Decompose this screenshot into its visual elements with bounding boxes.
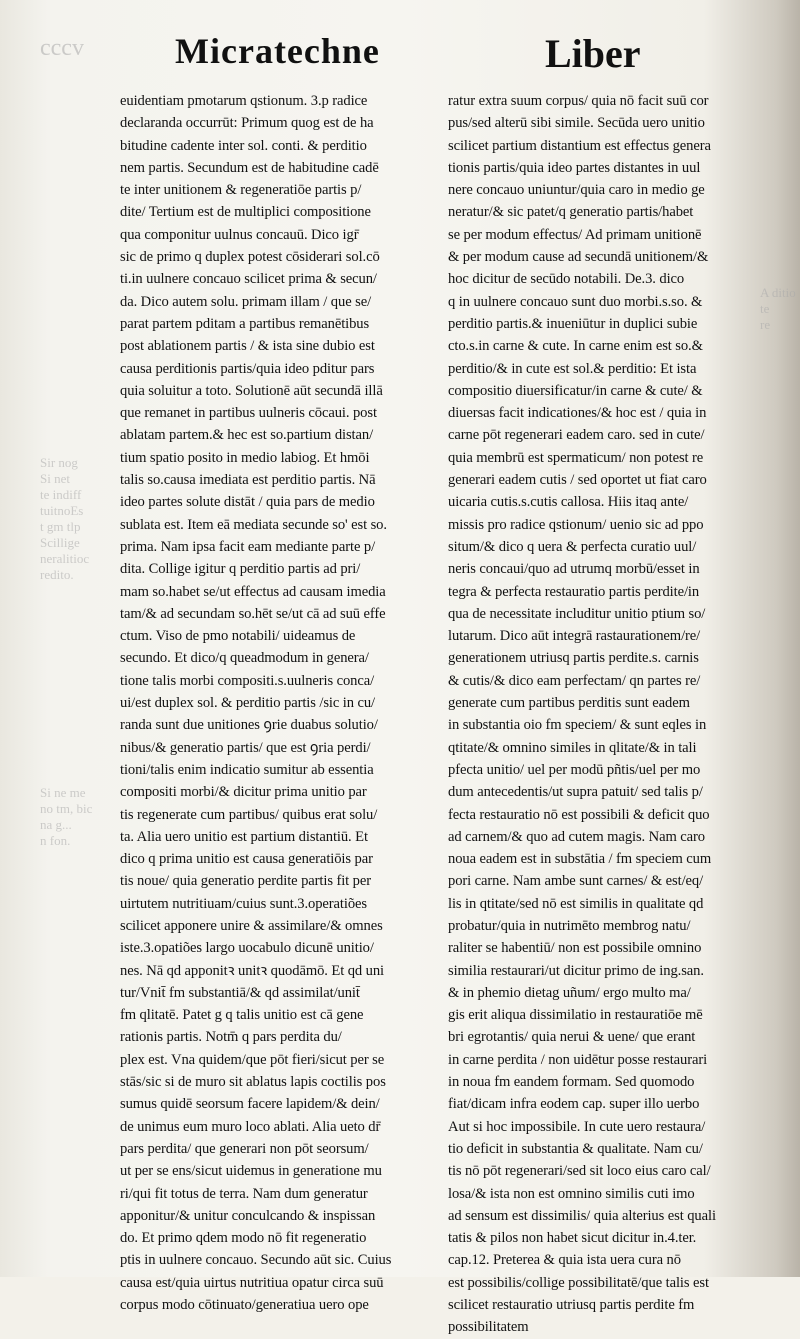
text-line: fm qlitatē. Patet g q talis unitio est cā gene: [120, 1007, 364, 1024]
text-line: scilicet partium distantium est effectus genera: [448, 137, 711, 154]
text-line: losa/& ista non est omnino similis cuti imo: [448, 1185, 695, 1202]
text-line: uirtutem nutritiuam/cuius sunt.3.operatiões: [120, 895, 367, 912]
text-line: quia membrū est spermaticum/ non potest re: [448, 449, 704, 466]
text-line: ta. Alia uero unitio est partium distantiū. Et: [120, 828, 368, 845]
text-line: generate cum partibus perditis sunt eadem: [448, 695, 690, 712]
text-line: post ablationem partis / & ista sine dubio est: [120, 338, 375, 355]
text-line: cap.12. Preterea & quia ista uera cura nō: [448, 1252, 681, 1269]
text-line: se per modum effectus/ Ad primam unitionē: [448, 226, 702, 243]
text-line: ideo partes solute distāt / quia pars de medio: [120, 494, 375, 511]
text-line: compositio diuersificatur/in carne & cute/ &: [448, 382, 703, 399]
text-line: perditio partis.& inueniūtur in duplici subie: [448, 315, 698, 332]
text-line: parat partem pditam a partibus remanētibus: [120, 315, 370, 332]
text-line: raliter se habentiū/ non est possibile omnino: [448, 940, 702, 957]
text-line: que remanet in partibus uulneris cōcaui. post: [120, 405, 377, 422]
text-line: ui/est duplex sol. & perditio partis /sic in cu/: [120, 695, 376, 712]
text-line: & in phemio dietag uñum/ ergo multo ma/: [448, 984, 691, 1001]
text-line: dum antecedentis/ut supra patuit/ sed talis p/: [448, 784, 703, 801]
text-line: randa sunt due unitiones ꝯrie duabus solutio/: [120, 717, 378, 734]
text-line: tis noue/ quia generatio perdite partis fit per: [120, 873, 372, 890]
text-line: da. Dico autem solu. primam illam / que se/: [120, 293, 372, 310]
text-line: talis so.causa imediata est perditio partis. Nā: [120, 472, 376, 489]
text-line: sumus quidē seorsum facere lapidem/& dein/: [120, 1096, 380, 1113]
text-line: compositi morbi/& dicitur prima unitio par: [120, 784, 367, 801]
text-line: possibilitatem: [448, 1319, 529, 1336]
text-line: ratur extra suum corpus/ quia nō facit suū cor: [448, 93, 709, 109]
text-line: lutarum. Dico aūt integrā rastaurationem/re/: [448, 628, 701, 645]
text-line: rationis partis. Notm̄ q pars perdita du/: [120, 1029, 342, 1046]
text-line: do. Et primo qdem modo nō fit regeneratio: [120, 1230, 367, 1247]
text-line: fiat/dicam infra eodem cap. super illo uerbo: [448, 1096, 700, 1113]
text-line: euidentiam pmotarum qstionum. 3.p radice: [120, 93, 368, 109]
text-line: situm/& dico q uera & perfecta curatio uul/: [448, 538, 697, 555]
text-line: qtitate/& omnino similes in qlitate/& in tali: [448, 739, 697, 756]
text-line: ut per se ens/sicut uidemus in generatione mu: [120, 1163, 382, 1180]
left-text-column: [120, 90, 430, 1316]
text-line: nere concauo uniuntur/quia caro in medio ge: [448, 182, 705, 199]
text-line: in noua fm eandem formam. Sed quomodo: [448, 1074, 695, 1091]
text-line: qua de necessitate includitur unitio ptium so/: [448, 605, 706, 622]
text-line: iste.3.opatiões largo uocabulo dicunē unitio/: [120, 940, 374, 957]
text-line: sic de primo q duplex potest cōsiderari sol.cō: [120, 249, 380, 266]
text-line: ri/qui fit totus de terra. Nam dum generatur: [120, 1185, 368, 1202]
text-line: noua eadem est in substātia / fm speciem cum: [448, 851, 712, 868]
text-line: causa perditionis partis/quia ideo pditur pars: [120, 360, 375, 377]
text-line: tegra & perfecta restauratio partis perdite/in: [448, 583, 700, 600]
text-line: ptis in uulnere concauo. Secundo aūt sic. Cuius: [120, 1252, 392, 1269]
text-line: ablatam partem.& hec est so.partium distan/: [120, 427, 374, 444]
text-line: corpus modo cōtinuato/generatiua uero ope: [120, 1297, 369, 1314]
text-line: scilicet apponere unire & assimilare/& omnes: [120, 917, 383, 934]
text-line: generationem utriusq partis perdite.s. carnis: [448, 650, 699, 667]
text-line: missis pro radice qstionum/ uenio sic ad ppo: [448, 516, 704, 533]
text-line: & per modum cause ad secundā unitionem/&: [448, 249, 709, 266]
text-line: Aut si hoc impossibile. In cute uero restaura/: [448, 1118, 706, 1135]
text-line: ti.in uulnere concauo scilicet prima & secun/: [120, 271, 377, 288]
text-line: scilicet restauratio utriusq partis perdite fm: [448, 1297, 695, 1314]
text-line: stās/sic si de muro sit ablatus lapis coctilis pos: [120, 1074, 386, 1091]
text-line: est possibilis/collige possibilitatē/que talis est: [448, 1274, 709, 1291]
text-line: & cutis/& dico eam perfectam/ qn partes re/: [448, 672, 701, 689]
text-line: diuersas facit indicationes/& hoc est / quia in: [448, 405, 707, 422]
text-line: tioni/talis enim indicatio sumitur ab essentia: [120, 761, 374, 778]
text-line: nes. Nā qd apponitꝛ unitꝛ quodāmō. Et qd uni: [120, 962, 384, 979]
text-line: mam so.habet se/ut effectus ad causam imedia: [120, 583, 386, 600]
text-line: carne pōt regenerari eadem caro. sed in cute/: [448, 427, 705, 444]
text-line: ad carnem/& quo ad cutem magis. Nam caro: [448, 828, 705, 845]
bleed-through-text: A ditio te re: [760, 285, 796, 332]
text-line: tur/Vnit̄ fm substantiā/& qd assimilat/unit̄: [120, 984, 360, 1001]
text-line: te inter unitionem & regeneratiōe partis p/: [120, 182, 362, 199]
text-line: cto.s.in carne & cute. In carne enim est so.&: [448, 338, 703, 355]
text-line: neratur/& sic patet/q generatio partis/habet: [448, 204, 694, 221]
text-line: generari eadem cutis / sed oportet ut fiat caro: [448, 472, 707, 489]
running-head-right: Liber: [545, 31, 641, 76]
text-line: in substantia oio fm speciem/ & sunt eqles in: [448, 717, 707, 734]
text-line: uicaria cutis.s.cutis callosa. Hiis itaq ante/: [448, 494, 689, 511]
text-line: neris concaui/quo ad utrumq morbū/esset in: [448, 561, 700, 578]
text-line: gis erit aliqua dissimilatio in restauratiōe mē: [448, 1007, 703, 1024]
text-line: nibus/& generatio partis/ que est ꝯria perdi/: [120, 739, 371, 756]
text-line: dite/ Tertium est de multiplici compositione: [120, 204, 371, 221]
text-line: ad sensum est dissimilis/ quia alterius est quali: [448, 1207, 716, 1224]
right-text-column: [448, 90, 773, 1339]
text-line: tatis & pilos non habet sicut dicitur in.4.ter.: [448, 1230, 697, 1247]
text-line: causa est/quia uirtus nutritiua opatur circa suū: [120, 1274, 384, 1291]
running-head-left: Micratechne: [175, 31, 380, 71]
bleed-through-text: Si ne me no tm, bic na g... n fon.: [40, 785, 93, 848]
text-line: tis nō pōt regenerari/sed sit loco eius caro cal/: [448, 1163, 711, 1180]
text-line: in carne perdita / non uidētur posse restaurari: [448, 1051, 708, 1068]
text-line: dita. Collige igitur q perditio partis ad pri/: [120, 561, 361, 578]
text-line: bri egrotantis/ quia nerui & uene/ que erant: [448, 1029, 696, 1046]
text-line: fecta restauratio nō est possibili & deficit quo: [448, 806, 710, 823]
text-line: lis in qtitate/sed nō est similis in qualitate qd: [448, 895, 704, 912]
text-line: tionis partis/quia ideo partes distantes in uul: [448, 159, 701, 176]
text-line: qua componitur uulnus concauū. Dico igr̄: [120, 226, 359, 243]
bleed-through-text: cccv: [40, 35, 84, 61]
text-line: secundo. Et dico/q queadmodum in genera/: [120, 650, 369, 667]
text-line: pus/sed alterū sibi simile. Secūda uero unitio: [448, 115, 705, 132]
text-line: prima. Nam ipsa facit eam mediante parte p/: [120, 538, 376, 555]
text-line: tione talis morbi compositi.s.uulneris conca/: [120, 672, 375, 689]
text-line: nem partis. Secundum est de habitudine cadē: [120, 159, 379, 176]
text-line: pori carne. Nam ambe sunt carnes/ & est/eq/: [448, 873, 704, 890]
text-line: ctum. Viso de pmo notabili/ uideamus de: [120, 628, 356, 645]
text-line: bitudine cadente inter sol. conti. & perditio: [120, 137, 367, 154]
text-line: declaranda occurrūt: Primum quog est de ha: [120, 115, 374, 132]
text-line: plex est. Vna quidem/que pōt fieri/sicut per se: [120, 1051, 385, 1068]
text-line: probatur/quia in nutrimēto membrog natu/: [448, 917, 691, 934]
text-line: tis regenerate cum partibus/ quibus erat solu/: [120, 806, 378, 823]
text-line: tium spatio posito in medio labiog. Et hmōi: [120, 449, 370, 466]
text-line: apponitur/& unitur conculcando & inspissan: [120, 1207, 376, 1224]
text-line: pfecta unitio/ uel per modū pñtis/uel per mo: [448, 761, 701, 778]
bleed-through-text: Sir nog Si net te indiff tuitnoEs t gm tlp Scillige neralitioc redito.: [40, 455, 90, 582]
text-line: tio deficit in substantia & qualitate. Nam cu/: [448, 1140, 703, 1157]
text-line: perditio/& in cute est sol.& perditio: Et ista: [448, 360, 697, 377]
text-line: dico q prima unitio est causa generatiōis par: [120, 851, 373, 868]
text-line: de unimus eum muro loco ablati. Alia ueto dr̄: [120, 1118, 381, 1135]
text-line: hoc dicitur de secūdo notabili. De.3. dico: [448, 271, 685, 288]
text-line: pars perdita/ que generari non pōt seorsum/: [120, 1140, 369, 1157]
text-line: similia restaurari/ut dicitur primo de ing.san.: [448, 962, 704, 979]
text-line: sublata est. Item eā mediata secunde so' est so.: [120, 516, 387, 533]
text-line: tam/& ad secundam so.hēt se/ut cā ad suū effe: [120, 605, 386, 622]
text-line: quia soluitur a toto. Solutionē aūt secundā illā: [120, 382, 383, 399]
text-line: q in uulnere concauo sunt duo morbi.s.so. &: [448, 293, 703, 310]
